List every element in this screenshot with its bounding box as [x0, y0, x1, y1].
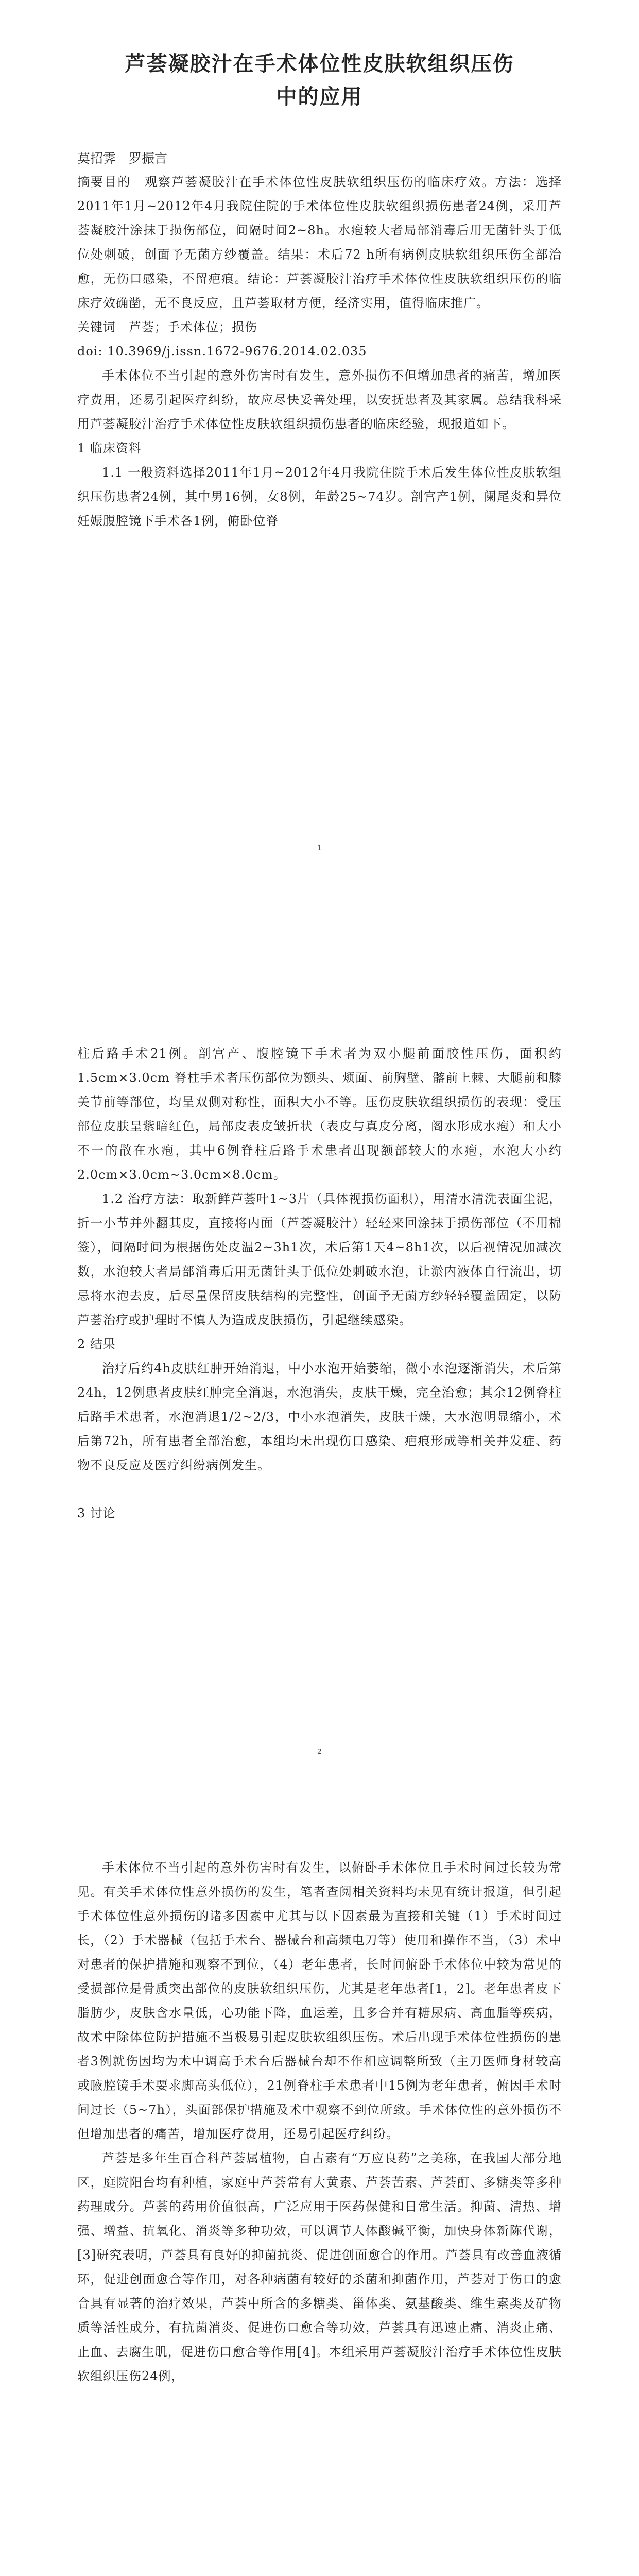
- paragraph: 柱后路手术21例。剖宫产、腹腔镜下手术者为双小腿前面胶性压伤，面积约1.5cm×3.0cm 脊柱手术者压伤部位为额头、颊面、前胸壁、髂前上棘、大腿前和膝关节前等部位，均呈双侧对称性，面积大小不等。压伤皮肤软组织损伤的表现：受压部位皮肤呈紫暗红色，局部皮表皮皱折状（表皮与真皮分离，阁水形成水疱）和大小不一的散在水疱，其中6例脊柱后路手术患者出现额部较大的水疱，水泡大小约2.0cm×3.0cm~3.0cm×8.0cm。: [77, 1046, 562, 1182]
- page-3: [0, 1807, 639, 2576]
- article-title: [77, 0, 562, 113]
- keywords: 关键词 芦荟；手术体位；损伤: [77, 320, 257, 334]
- section-heading-3: 3 讨论: [77, 1506, 116, 1520]
- general-data-paragraph: 1.1 一般资料选择2011年1月~2012年4月我院住院手术后发生体位性皮肤软组织压伤患者24例，其中男16例，女8例，年龄25~74岁。剖宫产1例，阑尾炎和异位妊娠腹腔镜下手术各1例，俯卧位脊: [77, 465, 562, 528]
- title-line-1: 芦荟凝胶汁在手术体位性皮肤软组织压伤: [125, 52, 514, 76]
- page-number: 2: [317, 1748, 322, 1756]
- page-number: 1: [317, 844, 322, 852]
- title-line-2: 中的应用: [276, 84, 363, 109]
- page-3-body: [77, 1807, 562, 2388]
- results-paragraph: 治疗后约4h皮肤红肿开始消退，中小水泡开始萎缩，微小水泡逐渐消失，术后第24h，12例患者皮肤红肿完全消退，水泡消失，皮肤干燥，完全治愈；其余12例脊柱后路手术患者，水泡消退1/2~2/3，中小水泡消失，皮肤干燥，大水泡明显缩小，术后第72h，所有患者全部治愈，本组均未出现伤口感染、疤痕形成等相关并发症、药物不良反应及医疗纠纷病例发生。: [77, 1361, 562, 1472]
- discussion-paragraph-1: 手术体位不当引起的意外伤害时有发生，以俯卧手术体位且手术时间过长较为常见。有关手术体位性意外损伤的发生，笔者查阅相关资料均未见有统计报道，但引起手术体位性意外损伤的诸多因素中尤其与以下因素最为直接和关键（1）手术时间过长，（2）手术器械（包括手术台、器械台和高频电刀等）使用和操作不当，（3）术中对患者的保护措施和观察不到位，（4）老年患者，长时间俯卧手术体位中较为常见的受损部位是骨质突出部位的皮肤软组织压伤，尤其是老年患者[1，2]。老年患者皮下脂肪少，皮肤含水量低，心功能下降，血运差，且多合并有糖尿病、高血脂等疾病，故术中除体位防护措施不当极易引起皮肤软组织压伤。术后出现手术体位性损伤的患者3例就伤因均为术中调高手术台后器械台却不作相应调整所致（主刀医师身材较高或腋腔镜手术要求脚高头低位），21例脊柱手术患者中15例为老年患者，俯因手术时间过长（5~7h），头面部保护措施及术中观察不到位所致。手术体位性的意外损伤不但增加患者的痛苦，增加医疗费用，还易引起医疗纠纷。: [77, 1860, 562, 2141]
- intro-paragraph: 手术体位不当引起的意外伤害时有发生，意外损伤不但增加患者的痛苦，增加医疗费用，还易引起医疗纠纷，故应尽快妥善处理，以安抚患者及其家属。总结我科采用芦荟凝胶汁治疗手术体位性皮肤软组织损伤患者的临床经验，现报道如下。: [77, 368, 562, 431]
- authors: 莫招霁 罗振言: [77, 151, 168, 166]
- doi: doi: 10.3969/j.issn.1672-9676.2014.02.035: [77, 344, 367, 359]
- page-1: [0, 0, 639, 904]
- section-heading-2: 2 结果: [77, 1337, 116, 1351]
- discussion-paragraph-2: 芦荟是多年生百合科芦荟属植物，自古素有“万应良药”之美称，在我国大部分地区，庭院阳台均有种植，家庭中芦荟常有大黄素、芦荟苦素、芦荟酊、多糖类等多种药理成分。芦荟的药用价值很高，广泛应用于医药保健和日常生活。抑菌、清热、增强、增益、抗氧化、消炎等多种功效，可以调节人体酸碱平衡，加快身体新陈代谢，[3]研究表明，芦荟具有良好的抑菌抗炎、促进创面愈合的作用。芦荟具有改善血液循环，促进创面愈合等作用，对各种病菌有较好的杀菌和抑菌作用，芦荟对于伤口的愈合具有显著的治疗效果，芦荟中所含的多糖类、甾体类、氨基酸类、维生素类及矿物质等活性成分，有抗菌消炎、促进伤口愈合等功效，芦荟具有迅速止痛、消炎止痛、止血、去腐生肌，促进伤口愈合等作用[4]。本组采用芦荟凝胶汁治疗手术体位性皮肤软组织压伤24例，: [77, 2151, 562, 2383]
- page-2-body: [77, 904, 562, 1526]
- page-2: [0, 904, 639, 1807]
- page-1-body: [77, 170, 562, 533]
- treatment-paragraph: 1.2 治疗方法：取新鲜芦荟叶1~3片（具体视损伤面积），用清水清洗表面尘泥，折一小节并外翻其皮，直接将内面（芦荟凝胶汁）轻轻来回涂抹于损伤部位（不用棉签），间隔时间为根据伤处皮温2~3h1次，术后第1天4~8h1次，以后视情况加减次数，水泡较大者局部消毒后用无菌针头于低位处刺破水泡，让淤内液体自行流出，切忌将水泡去皮，后尽量保留皮肤结构的完整性，创面予无菌方纱轻轻覆盖固定，以防芦荟治疗或护理时不慎人为造成皮肤损伤，引起继续感染。: [77, 1192, 562, 1327]
- abstract: 摘要目的 观察芦荟凝胶汁在手术体位性皮肤软组织压伤的临床疗效。方法：选择2011年1月~2012年4月我院住院的手术体位性皮肤软组织损伤患者24例，采用芦荟凝胶汁涂抹于损伤部位，间隔时间2~8h。水疱较大者局部消毒后用无菌针头于低位处刺破，创面予无菌方纱覆盖。结果：术后72 h所有病例皮肤软组织压伤全部治愈，无伤口感染，不留疤痕。结论：芦荟凝胶汁治疗手术体位性皮肤软组织压伤的临床疗效确凿，无不良反应，且芦荟取材方便，经济实用，值得临床推广。: [77, 175, 562, 310]
- section-heading-1: 1 临床资料: [77, 441, 142, 455]
